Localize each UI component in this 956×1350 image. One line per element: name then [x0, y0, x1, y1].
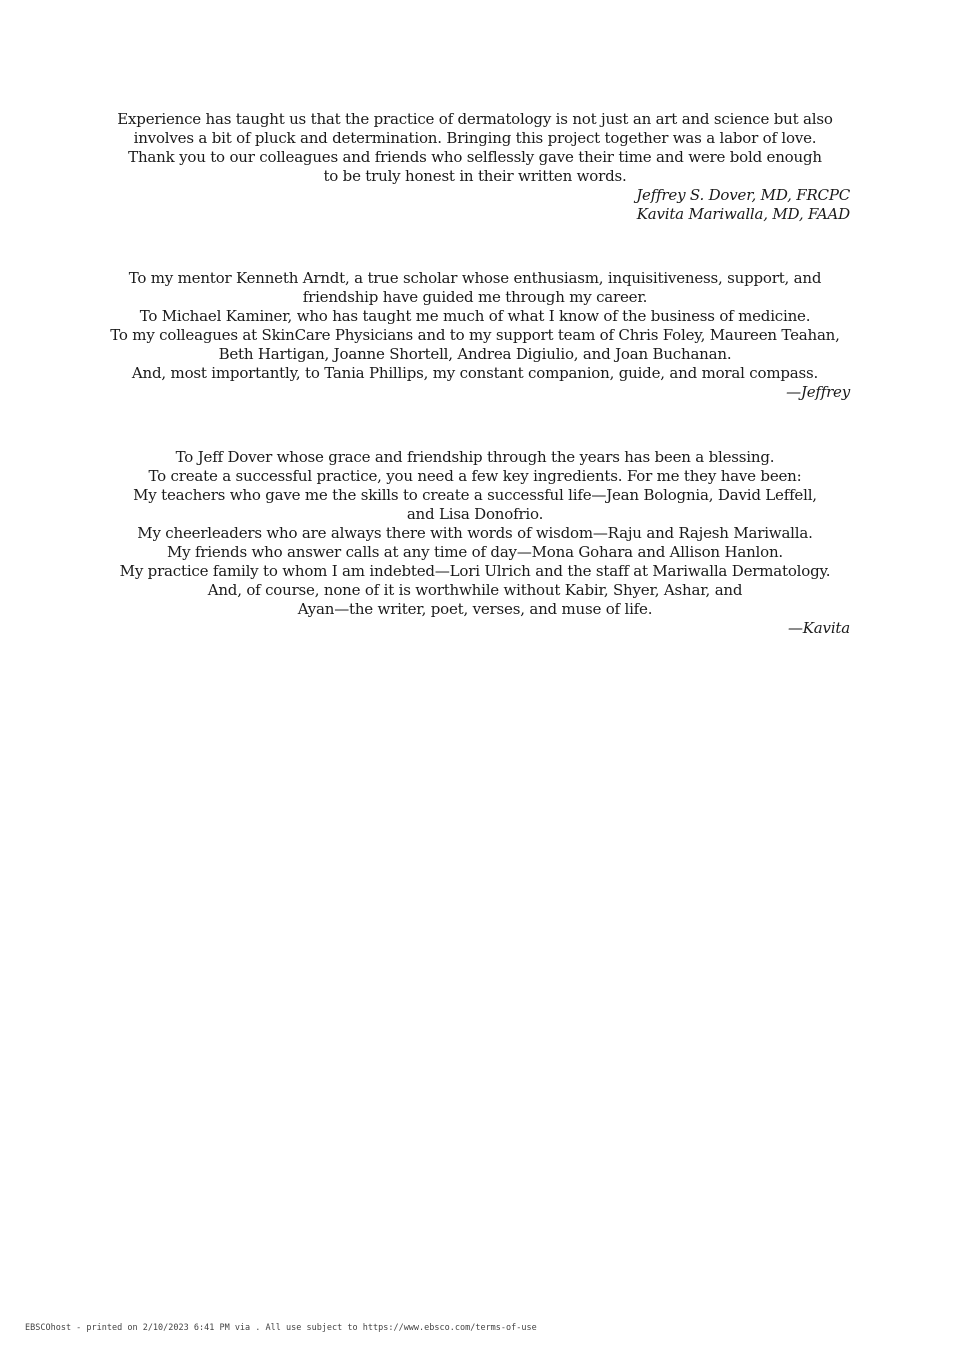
dedication-line: To my colleagues at SkinCare Physicians and to my support team of Chris Foley, Maureen Teahan,: [110, 326, 840, 344]
dedication-line: My cheerleaders who are always there with words of wisdom—Raju and Rajesh Mariwalla.: [137, 524, 813, 542]
dedication-line: and Lisa Donofrio.: [406, 505, 544, 523]
print-footer: EBSCOhost - printed on 2/10/2023 6:41 PM via . All use subject to https://www.ebsco.com/terms-of-use: [25, 1323, 537, 1333]
dedication-line: Beth Hartigan, Joanne Shortell, Andrea Digiulio, and Joan Buchanan.: [218, 345, 732, 363]
signature-kavita: —Kavita: [788, 619, 850, 637]
acknowledgment-line: Experience has taught us that the practice of dermatology is not just an art and science but also: [117, 110, 833, 128]
acknowledgment-line: to be truly honest in their written words.: [323, 167, 627, 185]
signature-mariwalla: Kavita Mariwalla, MD, FAAD: [636, 205, 850, 223]
dedication-line: To my mentor Kenneth Arndt, a true scholar whose enthusiasm, inquisitiveness, support, and: [128, 269, 822, 287]
dedication-line: To Michael Kaminer, who has taught me much of what I know of the business of medicine.: [139, 307, 811, 325]
dedication-line: Ayan—the writer, poet, verses, and muse of life.: [297, 600, 653, 618]
acknowledgment-line: Thank you to our colleagues and friends who selflessly gave their time and were bold enough: [128, 148, 822, 166]
signature-dover: Jeffrey S. Dover, MD, FRCPC: [636, 186, 850, 204]
dedication-line: friendship have guided me through my career.: [302, 288, 648, 306]
signature-jeffrey: —Jeffrey: [786, 383, 850, 401]
dedication-line: To Jeff Dover whose grace and friendship through the years has been a blessing.: [175, 448, 775, 466]
dedication-line: My practice family to whom I am indebted—Lori Ulrich and the staff at Mariwalla Dermatology.: [119, 562, 831, 580]
acknowledgment-line: involves a bit of pluck and determination. Bringing this project together was a labor of love.: [133, 129, 817, 147]
dedication-kavita-section: [100, 448, 850, 638]
dedication-line: My friends who answer calls at any time of day—Mona Gohara and Allison Hanlon.: [167, 543, 783, 561]
dedication-jeffrey-section: [100, 269, 850, 402]
dedication-line: And, of course, none of it is worthwhile without Kabir, Shyer, Ashar, and: [207, 581, 743, 599]
dedication-line: To create a successful practice, you need a few key ingredients. For me they have been:: [148, 467, 802, 485]
dedication-line: And, most importantly, to Tania Phillips, my constant companion, guide, and moral compass.: [131, 364, 819, 382]
dedication-line: My teachers who gave me the skills to create a successful life—Jean Bolognia, David Leffell,: [133, 486, 817, 504]
acknowledgment-section: [100, 110, 850, 224]
